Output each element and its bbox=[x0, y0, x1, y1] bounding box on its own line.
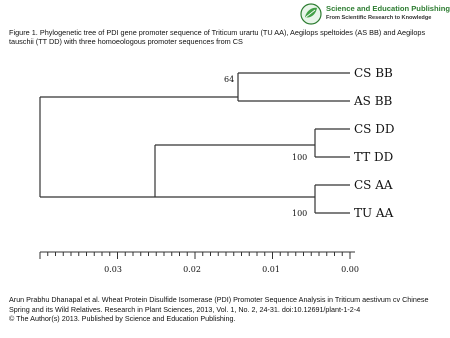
scale-tick-label: 0.00 bbox=[341, 265, 359, 274]
citation-reference: Arun Prabhu Dhanapal et al. Wheat Protein Disulfide Isomerase (PDI) Promoter Sequence Analysis in Triticum aestivum cv Chinese Spring and its Wild Relatives. Research in Plant Sciences, 2013, Vol. 1, No. 2, 24-31. doi:10.12691/plant-1-2-4 bbox=[9, 295, 429, 314]
scale-tick-label: 0.01 bbox=[262, 265, 280, 274]
figure-caption: Figure 1. Phylogenetic tree of PDI gene promoter sequence of Triticum urartu (TU AA), Aegilops speltoides (AS BB) and Aegilops tauschii (TT DD) with three homoeologous promoter sequences from CS bbox=[9, 28, 426, 47]
taxon-label: TT DD bbox=[354, 150, 394, 164]
publisher-tagline: From Scientific Research to Knowledge bbox=[326, 15, 432, 21]
scale-axis bbox=[40, 252, 355, 259]
phylogenetic-tree bbox=[0, 58, 450, 286]
taxon-label: AS BB bbox=[354, 94, 393, 108]
scale-tick-label: 0.03 bbox=[104, 265, 122, 274]
citation-copyright: © The Author(s) 2013. Published by Science and Education Publishing. bbox=[9, 314, 236, 324]
green-leaf-globe-icon bbox=[300, 3, 322, 25]
taxon-label: CS DD bbox=[354, 122, 395, 136]
bootstrap-value: 100 bbox=[292, 153, 308, 162]
bootstrap-value: 100 bbox=[292, 209, 308, 218]
publisher-name: Science and Education Publishing bbox=[326, 4, 450, 13]
scale-tick-label: 0.02 bbox=[183, 265, 201, 274]
tree-branches bbox=[40, 73, 350, 213]
publisher-logo bbox=[300, 2, 448, 26]
scale-tick-labels bbox=[104, 265, 359, 274]
taxon-label: CS AA bbox=[354, 178, 393, 192]
bootstrap-value: 64 bbox=[224, 75, 235, 84]
taxon-label: TU AA bbox=[354, 206, 394, 220]
citation-block bbox=[9, 295, 445, 324]
scale-minor-ticks bbox=[40, 252, 350, 259]
taxon-label: CS BB bbox=[354, 66, 393, 80]
taxon-labels bbox=[353, 66, 394, 220]
